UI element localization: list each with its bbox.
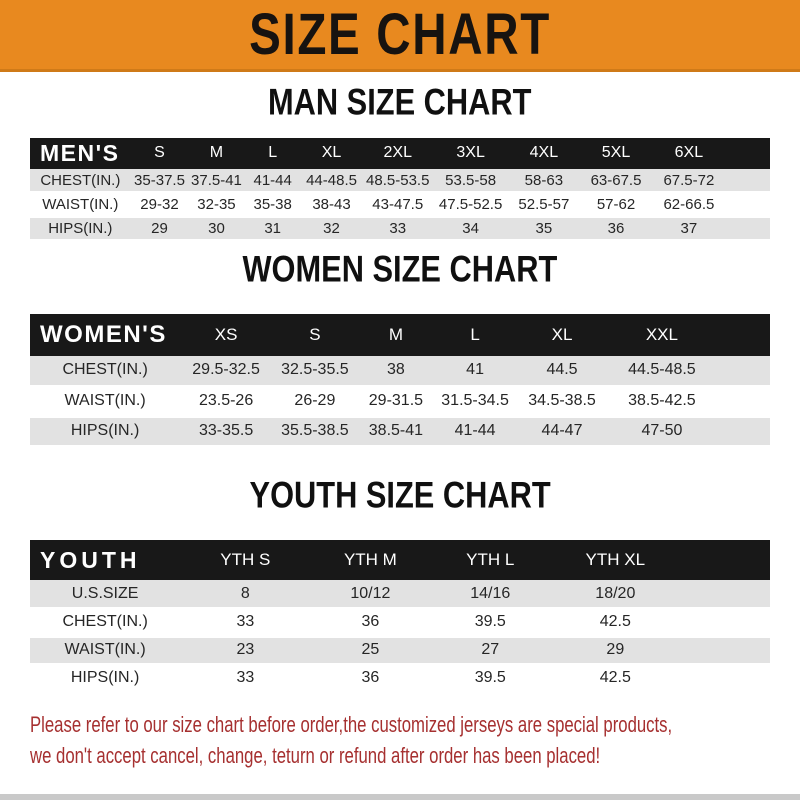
size-cell: 25 [310,636,430,664]
women-size-section [0,249,800,447]
notice-line-1-text: Please refer to our size chart before order,the customized jerseys are special products, [30,711,673,737]
spacer-cell [726,169,770,193]
size-cell: 38-43 [301,193,362,217]
column-header: L [268,144,278,162]
man-size-section [0,81,800,242]
row-label: WAIST(IN.) [30,193,131,217]
size-cell: 44.5 [516,356,608,386]
table-row [30,416,770,446]
youth-size-section [0,474,800,694]
size-cell: 63-67.5 [580,169,653,193]
row-label: CHEST(IN.) [30,608,180,636]
table-title-cell: WOMEN'S [40,321,167,348]
size-cell: 44-47 [516,416,608,446]
man-section-heading [0,81,800,123]
size-cell: 41-44 [434,416,516,446]
size-cell: 58-63 [508,169,580,193]
size-cell: 53.5-58 [433,169,508,193]
column-header: XL [321,144,342,162]
size-cell: 31 [245,217,301,241]
table-row [30,386,770,416]
column-header: M [209,144,224,162]
row-label: CHEST(IN.) [30,169,131,193]
banner [0,0,800,72]
women-section-heading [0,249,800,291]
size-cell: 33 [362,217,433,241]
column-header: XS [214,325,238,344]
size-cell: 39.5 [430,608,550,636]
spacer-cell [726,193,770,217]
size-cell: 47-50 [608,416,716,446]
spacer-cell [680,664,770,692]
table-row [30,356,770,386]
table-row [30,193,770,217]
size-cell: 33-35.5 [180,416,272,446]
spacer-cell [680,636,770,664]
column-header: YTH XL [585,550,646,570]
size-cell: 62-66.5 [652,193,725,217]
column-header: XL [551,325,573,344]
size-cell: 38.5-42.5 [608,386,716,416]
size-cell: 14/16 [430,580,550,608]
spacer-cell [716,386,770,416]
table-row [30,664,770,692]
size-cell: 26-29 [272,386,358,416]
size-cell: 48.5-53.5 [362,169,433,193]
notice-line-1 [30,711,800,742]
size-cell: 67.5-72 [652,169,725,193]
size-cell: 34.5-38.5 [516,386,608,416]
size-cell: 27 [430,636,550,664]
row-label: HIPS(IN.) [30,416,180,446]
size-cell: 30 [188,217,244,241]
row-label: CHEST(IN.) [30,356,180,386]
column-header: M [388,325,403,344]
table-header-row [30,314,770,356]
size-cell: 42.5 [550,608,680,636]
size-cell: 34 [433,217,508,241]
spacer-cell [716,356,770,386]
size-cell: 41 [434,356,516,386]
notice-line-2-text: we don't accept cancel, change, teturn or refund after order has been placed! [30,742,601,768]
size-cell: 29 [131,217,189,241]
spacer-cell [680,608,770,636]
column-header: 6XL [674,144,704,162]
youth-section-heading [0,474,800,516]
table-header-row [30,540,770,580]
size-cell: 42.5 [550,664,680,692]
spacer-cell [716,314,770,356]
size-cell: 37 [652,217,725,241]
size-cell: 23 [180,636,310,664]
size-cell: 44.5-48.5 [608,356,716,386]
order-notice [0,711,800,773]
size-cell: 33 [180,664,310,692]
table-row [30,169,770,193]
size-cell: 33 [180,608,310,636]
column-header: YTH S [220,550,271,570]
column-header: 3XL [456,144,485,162]
table-row [30,217,770,241]
size-cell: 29.5-32.5 [180,356,272,386]
row-label: HIPS(IN.) [30,664,180,692]
size-cell: 37.5-41 [188,169,244,193]
row-label: WAIST(IN.) [30,386,180,416]
table-title-cell: MEN'S [40,139,120,166]
size-cell: 38.5-41 [358,416,434,446]
row-label: WAIST(IN.) [30,636,180,664]
size-cell: 29 [550,636,680,664]
size-cell: 44-48.5 [301,169,362,193]
youth-section-heading-text: YOUTH SIZE CHART [249,474,551,516]
size-cell: 41-44 [245,169,301,193]
table-header-row [30,138,770,169]
size-cell: 35-38 [245,193,301,217]
youth-size-table [30,540,770,694]
table-title-cell: YOUTH [40,546,141,573]
column-header: 2XL [383,144,412,162]
page-title: SIZE CHART [249,1,551,67]
size-cell: 52.5-57 [508,193,580,217]
size-cell: 23.5-26 [180,386,272,416]
size-cell: 38 [358,356,434,386]
spacer-cell [680,580,770,608]
womens-size-table [30,314,770,448]
size-cell: 47.5-52.5 [433,193,508,217]
column-header: S [309,325,321,344]
size-cell: 29-31.5 [358,386,434,416]
size-cell: 35.5-38.5 [272,416,358,446]
size-cell: 36 [310,664,430,692]
size-cell: 31.5-34.5 [434,386,516,416]
table-row [30,636,770,664]
column-header: XXL [645,325,678,344]
size-cell: 8 [180,580,310,608]
size-cell: 35-37.5 [131,169,189,193]
man-section-heading-text: MAN SIZE CHART [268,81,532,123]
column-header: L [470,325,480,344]
size-cell: 32 [301,217,362,241]
size-cell: 35 [508,217,580,241]
column-header: YTH L [466,550,515,570]
row-label: U.S.SIZE [30,580,180,608]
size-cell: 32.5-35.5 [272,356,358,386]
column-header: 5XL [601,144,631,162]
row-label: HIPS(IN.) [30,217,131,241]
bottom-strip [0,794,800,800]
size-cell: 39.5 [430,664,550,692]
size-cell: 36 [580,217,653,241]
size-cell: 29-32 [131,193,189,217]
table-row [30,580,770,608]
column-header: YTH M [343,550,397,570]
size-cell: 57-62 [580,193,653,217]
size-cell: 10/12 [310,580,430,608]
notice-line-2 [30,742,800,773]
size-cell: 32-35 [188,193,244,217]
size-cell: 36 [310,608,430,636]
spacer-cell [680,540,770,580]
spacer-cell [726,138,770,169]
size-cell: 18/20 [550,580,680,608]
table-row [30,608,770,636]
spacer-cell [716,416,770,446]
women-section-heading-text: WOMEN SIZE CHART [242,249,558,291]
column-header: 4XL [529,144,559,162]
mens-size-table [30,138,770,243]
column-header: S [154,144,165,162]
spacer-cell [726,217,770,241]
size-cell: 43-47.5 [362,193,433,217]
